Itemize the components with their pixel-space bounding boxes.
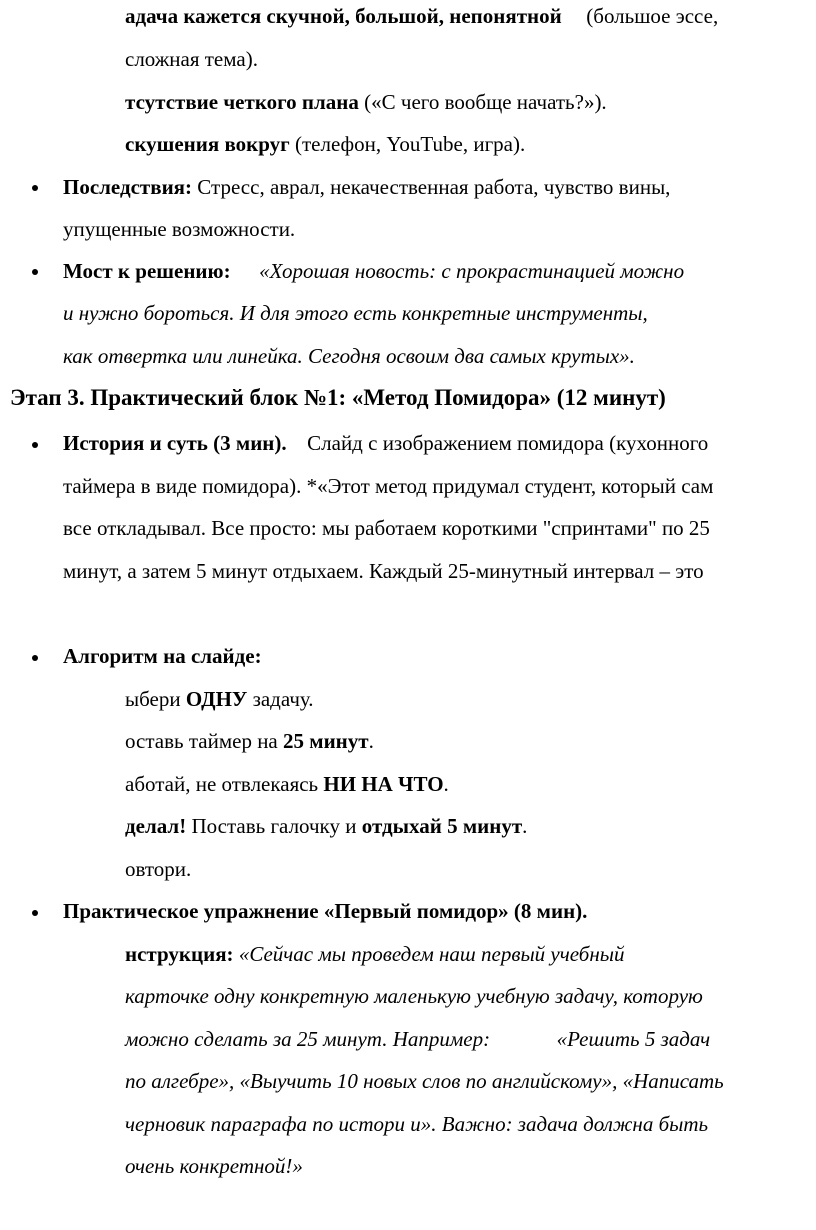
bridge-text-1: «Хорошая новость: с прокрастинацией можно (259, 259, 685, 283)
step-3-bold: НИ НА ЧТО (323, 772, 444, 796)
bullet-algorithm (32, 655, 38, 661)
exercise-line-3 (125, 1029, 710, 1050)
history-text-1: Слайд с изображением помидора (кухонного (307, 431, 709, 455)
exercise-text-3b: «Решить 5 задач (556, 1027, 711, 1051)
cause-line-1 (125, 6, 718, 27)
step-4-bold-2: отдыхай 5 минут (361, 814, 523, 838)
cause-1-bold: адача кажется скучной, большой, непонятной (125, 4, 562, 28)
step-4-bold: делал! (125, 814, 187, 838)
step-2-post: . (368, 729, 374, 753)
bridge-label: Мост к решению: (63, 259, 231, 283)
step-3-post: . (443, 772, 449, 796)
exercise-label: Практическое упражнение «Первый помидор» (8 мин). (63, 899, 588, 923)
bridge-line-1 (63, 261, 684, 282)
cause-line-4 (125, 134, 525, 155)
cause-3-text: («С чего вообще начать?»). (364, 90, 607, 114)
exercise-text-1: «Сейчас мы проведем наш первый учебный (238, 942, 625, 966)
exercise-text-3a: можно сделать за 25 минут. Например: (125, 1027, 491, 1051)
bullet-bridge (32, 269, 38, 275)
cause-line-2 (125, 49, 258, 70)
algorithm-step-2 (125, 731, 374, 752)
bullet-exercise (32, 910, 38, 916)
cause-4-text: (телефон, YouTube, игра). (294, 132, 526, 156)
step-1-post: задачу. (247, 687, 314, 711)
algorithm-step-4 (125, 816, 527, 837)
algorithm-step-5 (125, 859, 191, 880)
history-line-2: таймера в виде помидора). *«Этот метод придумал студент, который сам (63, 474, 714, 498)
bridge-line-2: и нужно бороться. И для этого есть конкретные инструменты, (63, 301, 648, 325)
step-2-pre: оставь таймер на (125, 729, 284, 753)
step-5-pre: овтори. (125, 857, 192, 881)
step-1-pre: ыбери (125, 687, 186, 711)
exercise-line-4: по алгебре», «Выучить 10 новых слов по английскому», «Написать (125, 1069, 724, 1093)
bullet-history (32, 442, 38, 448)
stage3-heading: Этап 3. Практический блок №1: «Метод Помидора» (12 минут) (10, 385, 666, 410)
consequences-text: Стресс, аврал, некачественная работа, чувство вины, (197, 175, 671, 199)
history-label: История и суть (3 мин). (63, 431, 287, 455)
algorithm-label: Алгоритм на слайде: (63, 644, 262, 668)
algorithm-step-3 (125, 774, 449, 795)
history-line-3: все откладывал. Все просто: мы работаем короткими "спринтами" по 25 (63, 516, 710, 540)
cause-4-bold: скушения вокруг (125, 132, 290, 156)
algorithm-step-1 (125, 689, 314, 710)
consequences-text-2: упущенные возможности. (63, 217, 296, 241)
history-line-1 (63, 433, 708, 454)
consequences-line-1 (63, 177, 670, 198)
step-1-bold: ОДНУ (185, 687, 248, 711)
exercise-line-6: очень конкретной!» (125, 1154, 303, 1178)
consequences-label: Последствия: (63, 175, 193, 199)
cause-line-3 (125, 92, 607, 113)
step-2-bold: 25 минут (283, 729, 369, 753)
bullet-consequences (32, 185, 38, 191)
consequences-line-2 (63, 219, 295, 240)
exercise-line-5: черновик параграфа по истори и». Важно: задача должна быть (125, 1112, 709, 1136)
cause-3-bold: тсутствие четкого плана (125, 90, 359, 114)
exercise-line-1 (125, 944, 625, 965)
step-4-post: Поставь галочку и (186, 814, 362, 838)
bridge-line-3: как отвертка или линейка. Сегодня освоим два самых крутых». (63, 344, 635, 368)
exercise-line-2: карточке одну конкретную маленькую учебную задачу, которую (125, 984, 703, 1008)
instruction-label: нструкция: (125, 942, 234, 966)
cause-2-text: сложная тема). (125, 47, 258, 71)
step-4-post-2: . (522, 814, 528, 838)
step-3-pre: аботай, не отвлекаясь (125, 772, 324, 796)
history-line-4: минут, а затем 5 минут отдыхаем. Каждый 25-минутный интервал – это (63, 559, 704, 583)
cause-1-text: (большое эссе, (586, 4, 719, 28)
